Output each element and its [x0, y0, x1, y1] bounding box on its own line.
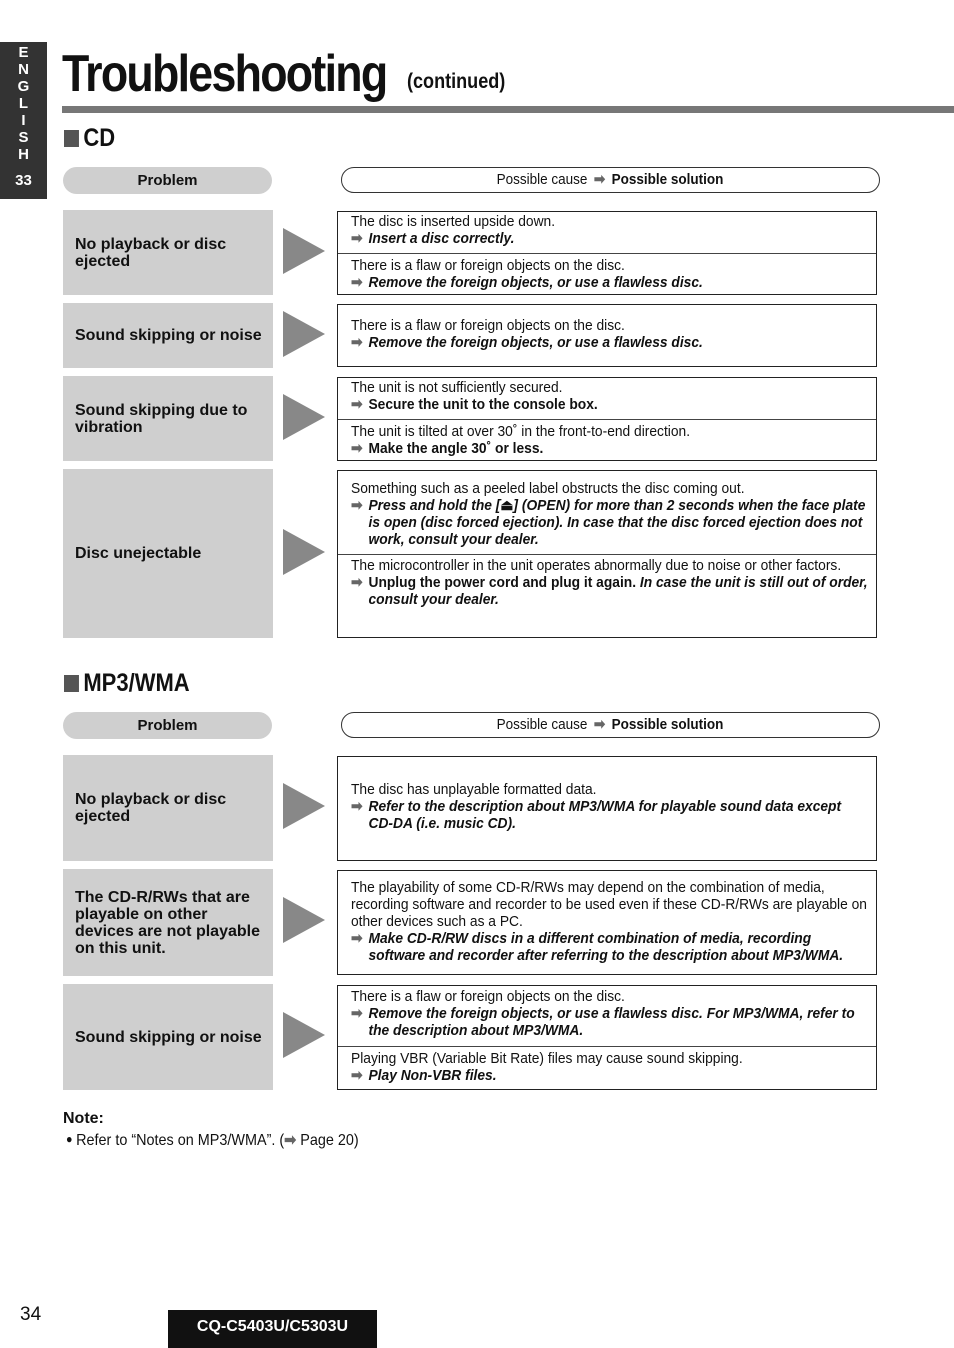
- problem-box: [63, 303, 273, 368]
- title-continued: (continued): [407, 70, 506, 93]
- solution-box: [337, 985, 877, 1090]
- cause-solution-cell: [338, 378, 876, 420]
- solution-text: ➡ Insert a disc correctly.: [351, 230, 515, 247]
- arrow-right-icon: [283, 311, 325, 357]
- arrow-icon: ➡: [351, 440, 363, 457]
- solution-header-label: Possible solution: [612, 171, 724, 188]
- section-heading-text: MP3/WMA: [83, 669, 190, 697]
- cause-solution-cell: [338, 1047, 876, 1089]
- solution-text: ➡ Remove the foreign objects, or use a flawless disc.: [351, 334, 703, 351]
- solution-box: [337, 211, 877, 295]
- language-letter: H: [18, 146, 29, 163]
- cause-header-label: Possible cause: [497, 171, 588, 188]
- section-heading-cd: [64, 124, 115, 153]
- problem-box: [63, 376, 273, 461]
- cause-solution-cell: [338, 254, 876, 296]
- arrow-icon: ➡: [351, 334, 363, 351]
- solution-box: [337, 756, 877, 861]
- problem-box: [63, 210, 273, 295]
- problem-label: The CD-R/RWs that are playable on other devices are not playable on this unit.: [75, 888, 260, 957]
- cause-text: Playing VBR (Variable Bit Rate) files may cause sound skipping.: [351, 1050, 743, 1067]
- note-text: Refer to “Notes on MP3/WMA”. (: [76, 1132, 285, 1149]
- language-letter: S: [18, 129, 29, 146]
- language-letter: N: [18, 61, 29, 78]
- cause-text: There is a flaw or foreign objects on the disc.: [351, 257, 625, 274]
- language-tab: [0, 42, 47, 199]
- bullet-icon: ●: [66, 1132, 73, 1146]
- arrow-icon: ➡: [351, 930, 363, 947]
- arrow-right-icon: [283, 783, 325, 829]
- page-number: 34: [20, 1304, 42, 1325]
- arrow-icon: ➡: [351, 274, 363, 291]
- cause-solution-cell: [338, 757, 876, 860]
- solution-text: ➡ Press and hold the [⏏] (OPEN) for more than 2 seconds when the face plate is open (disc forced ejection). In case that the disc forced ejection does not work, consult your dealer.: [351, 497, 866, 548]
- solution-box: [337, 870, 877, 975]
- solution-text: ➡ Secure the unit to the console box.: [351, 396, 598, 413]
- solution-text: ➡ Unplug the power cord and plug it again. In case the unit is still out of order, consult your dealer.: [351, 574, 868, 608]
- language-letters: [0, 44, 47, 163]
- solution-box: [337, 377, 877, 461]
- section-heading-text: CD: [83, 124, 116, 152]
- language-letter: L: [18, 95, 29, 112]
- page-title: Troubleshooting: [62, 45, 387, 103]
- problem-column-header: Problem: [63, 167, 272, 194]
- cause-header-label: Possible cause: [497, 716, 588, 733]
- arrow-right-icon: [283, 1012, 325, 1058]
- arrow-right-icon: [283, 529, 325, 575]
- solution-header-label: Possible solution: [612, 716, 724, 733]
- solution-text: ➡ Make the angle 30˚ or less.: [351, 440, 544, 457]
- arrow-right-icon: [283, 228, 325, 274]
- note-label: Note:: [63, 1110, 104, 1127]
- solution-text: ➡ Remove the foreign objects, or use a flawless disc. For MP3/WMA, refer to the description about MP3/WMA.: [351, 1005, 855, 1039]
- problem-box: [63, 469, 273, 638]
- cause-solution-cell: [338, 555, 876, 637]
- problem-label: No playback or disc ejected: [75, 791, 227, 825]
- square-bullet-icon: [64, 675, 79, 692]
- note-item: [66, 1130, 359, 1150]
- problem-label: No playback or disc ejected: [75, 235, 227, 270]
- problem-label: Sound skipping due to vibration: [75, 401, 248, 436]
- solution-box: [337, 304, 877, 367]
- solution-column-header: [341, 712, 880, 738]
- arrow-icon: ➡: [351, 798, 363, 815]
- cause-text: The microcontroller in the unit operates abnormally due to noise or other factors.: [351, 557, 842, 574]
- arrow-icon: ➡: [351, 1005, 363, 1022]
- arrow-right-icon: [283, 897, 325, 943]
- cause-text: The disc has unplayable formatted data.: [351, 781, 597, 798]
- arrow-icon: ➡: [594, 716, 606, 733]
- arrow-icon: ➡: [351, 1067, 363, 1084]
- cause-text: There is a flaw or foreign objects on the disc.: [351, 988, 625, 1005]
- cause-solution-cell: [338, 471, 876, 555]
- cause-solution-cell: [338, 305, 876, 366]
- note-page-ref: Page 20): [296, 1132, 359, 1149]
- cause-text: There is a flaw or foreign objects on the disc.: [351, 317, 625, 334]
- model-number: CQ-C5403U/C5303U: [168, 1310, 377, 1348]
- square-bullet-icon: [64, 130, 79, 147]
- cause-text: Something such as a peeled label obstructs the disc coming out.: [351, 480, 745, 497]
- arrow-icon: ➡: [351, 230, 363, 247]
- cause-solution-cell: [338, 420, 876, 462]
- arrow-icon: ➡: [351, 574, 363, 591]
- language-letter: I: [21, 112, 26, 129]
- language-letter: G: [17, 78, 30, 95]
- cause-solution-cell: [338, 871, 876, 974]
- cause-text: The unit is tilted at over 30˚ in the front-to-end direction.: [351, 423, 691, 440]
- problem-label: Sound skipping or noise: [75, 1028, 262, 1046]
- arrow-icon: ➡: [284, 1132, 297, 1149]
- section-heading-mp3-wma: [64, 669, 190, 698]
- arrow-right-icon: [283, 394, 325, 440]
- solution-box: [337, 470, 877, 638]
- cause-text: The playability of some CD-R/RWs may depend on the combination of media, recording software and recorder to be used even if these CD-R/RWs are playable on other devices such as a PC.: [351, 879, 867, 930]
- problem-label: Sound skipping or noise: [75, 327, 262, 344]
- arrow-icon: ➡: [351, 396, 363, 413]
- cause-text: The unit is not sufficiently secured.: [351, 379, 563, 396]
- cause-solution-cell: [338, 986, 876, 1047]
- language-letter: E: [18, 44, 29, 61]
- problem-box: [63, 755, 273, 861]
- cause-text: The disc is inserted upside down.: [351, 213, 556, 230]
- solution-text: ➡ Make CD-R/RW discs in a different combination of media, recording software and recorder after referring to the description about MP3/WMA.: [351, 930, 844, 964]
- problem-box: [63, 984, 273, 1090]
- arrow-icon: ➡: [351, 497, 363, 514]
- solution-text: ➡ Remove the foreign objects, or use a flawless disc.: [351, 274, 703, 291]
- section-number: 33: [15, 172, 32, 189]
- problem-column-header: Problem: [63, 712, 272, 739]
- problem-box: [63, 869, 273, 976]
- solution-text: ➡ Play Non-VBR files.: [351, 1067, 497, 1084]
- solution-column-header: [341, 167, 880, 193]
- solution-text: ➡ Refer to the description about MP3/WMA for playable sound data except CD-DA (i.e. music CD).: [351, 798, 842, 832]
- eject-icon: ⏏: [500, 497, 514, 514]
- title-rule: [62, 106, 954, 113]
- cause-solution-cell: [338, 212, 876, 254]
- arrow-icon: ➡: [594, 171, 606, 188]
- problem-label: Disc unejectable: [75, 545, 202, 562]
